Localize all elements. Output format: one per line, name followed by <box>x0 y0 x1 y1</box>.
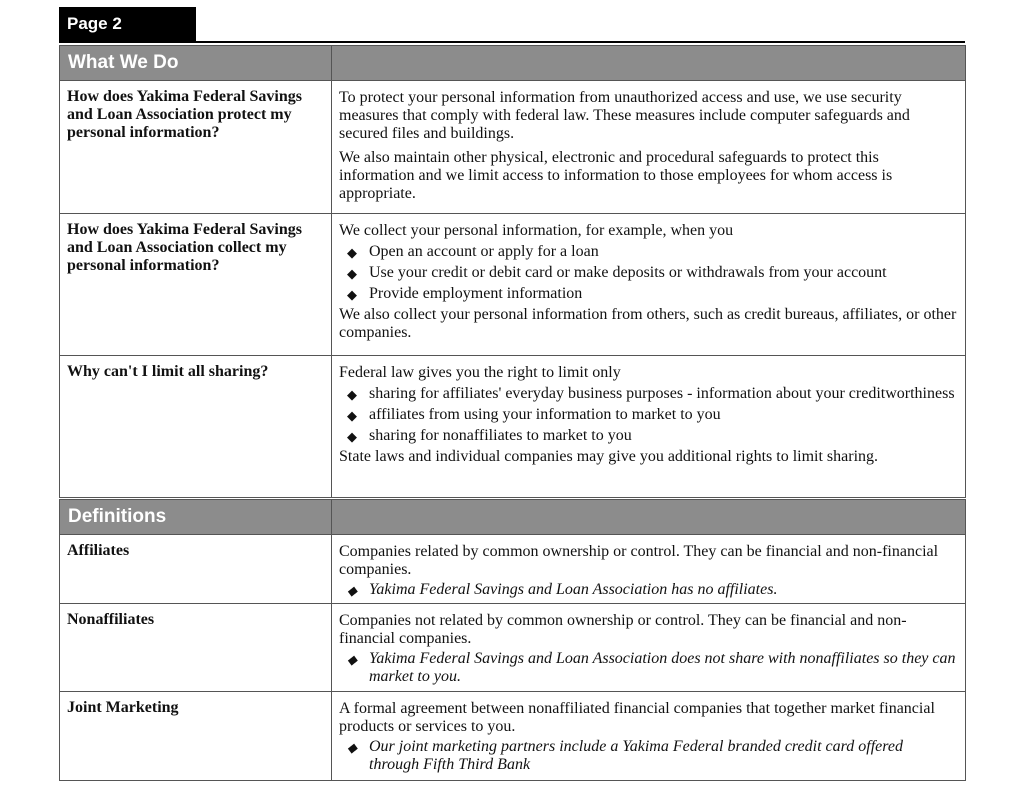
diamond-bullet-icon: ◆ <box>347 387 357 402</box>
table-row <box>60 356 966 498</box>
table-row <box>60 214 966 356</box>
answer-collect <box>332 214 966 356</box>
diamond-bullet-icon: ◆ <box>347 740 357 755</box>
page-label: Page 2 <box>59 7 196 41</box>
bullet-list <box>339 738 957 774</box>
table-row <box>60 535 966 604</box>
answer-paragraph: We also maintain other physical, electronic and procedural safeguards to protect this information and we limit access to information to those employees for whom access is appropriate. <box>339 149 893 202</box>
header-rule <box>59 41 965 43</box>
list-item <box>339 406 957 424</box>
definition-text: Companies not related by common ownership or control. They can be financial and non-financial companies. <box>339 612 907 647</box>
bullet-list <box>339 243 957 303</box>
bullet-text: Use your credit or debit card or make deposits or withdrawals from your account <box>369 264 887 281</box>
term-nonaffiliates: Nonaffiliates <box>60 604 332 692</box>
question-collect: How does Yakima Federal Savings and Loan Association collect my personal information? <box>60 214 332 356</box>
term-joint-marketing: Joint Marketing <box>60 692 332 781</box>
table-row <box>60 604 966 692</box>
bullet-list <box>339 385 957 445</box>
table-row <box>60 692 966 781</box>
list-item <box>339 385 957 403</box>
definition-note: Yakima Federal Savings and Loan Association does not share with nonaffiliates so they can market to you. <box>369 650 956 685</box>
bullet-text: Provide employment information <box>369 285 583 302</box>
what-we-do-header: What We Do <box>60 46 332 81</box>
definitions-header-blank <box>332 500 966 535</box>
definition-note: Yakima Federal Savings and Loan Association has no affiliates. <box>369 581 778 598</box>
diamond-bullet-icon: ◆ <box>347 429 357 444</box>
table-row <box>60 81 966 214</box>
definition-text: Companies related by common ownership or control. They can be financial and non-financial companies. <box>339 543 939 578</box>
list-item <box>339 264 957 282</box>
list-item <box>339 738 957 774</box>
question-protect: How does Yakima Federal Savings and Loan Association protect my personal information? <box>60 81 332 214</box>
bullet-text: sharing for nonaffiliates to market to you <box>369 427 632 444</box>
answer-outro: State laws and individual companies may give you additional rights to limit sharing. <box>339 448 879 465</box>
bullet-text: Open an account or apply for a loan <box>369 243 599 260</box>
diamond-bullet-icon: ◆ <box>347 266 357 281</box>
diamond-bullet-icon: ◆ <box>347 408 357 423</box>
list-item <box>339 285 957 303</box>
what-we-do-table <box>59 45 966 498</box>
diamond-bullet-icon: ◆ <box>347 245 357 260</box>
answer-limit <box>332 356 966 498</box>
bullet-list <box>339 581 957 599</box>
definitions-table <box>59 499 966 781</box>
diamond-bullet-icon: ◆ <box>347 652 357 667</box>
list-item <box>339 650 957 686</box>
term-affiliates: Affiliates <box>60 535 332 604</box>
diamond-bullet-icon: ◆ <box>347 287 357 302</box>
definition-text: A formal agreement between nonaffiliated financial companies that together market financial products or services to you. <box>339 700 935 735</box>
definition-nonaffiliates <box>332 604 966 692</box>
definition-joint-marketing <box>332 692 966 781</box>
bullet-text: affiliates from using your information to market to you <box>369 406 721 423</box>
answer-outro: We also collect your personal information from others, such as credit bureaus, affiliates, or other companies. <box>339 306 957 341</box>
list-item <box>339 427 957 445</box>
bullet-list <box>339 650 957 686</box>
what-we-do-header-blank <box>332 46 966 81</box>
what-we-do-header-row <box>60 46 966 81</box>
answer-intro: We collect your personal information, for example, when you <box>339 222 734 239</box>
definitions-header-row <box>60 500 966 535</box>
definition-affiliates <box>332 535 966 604</box>
list-item <box>339 581 957 599</box>
diamond-bullet-icon: ◆ <box>347 583 357 598</box>
answer-intro: Federal law gives you the right to limit only <box>339 364 621 381</box>
bullet-text: sharing for affiliates' everyday business purposes - information about your creditworthiness <box>369 385 955 402</box>
definitions-header: Definitions <box>60 500 332 535</box>
answer-protect <box>332 81 966 214</box>
question-limit: Why can't I limit all sharing? <box>60 356 332 498</box>
answer-paragraph: To protect your personal information from unauthorized access and use, we use security measures that comply with federal law. These measures include computer safeguards and secured files and buildings. <box>339 89 910 142</box>
list-item <box>339 243 957 261</box>
definition-note: Our joint marketing partners include a Yakima Federal branded credit card offered through Fifth Third Bank <box>369 738 904 773</box>
